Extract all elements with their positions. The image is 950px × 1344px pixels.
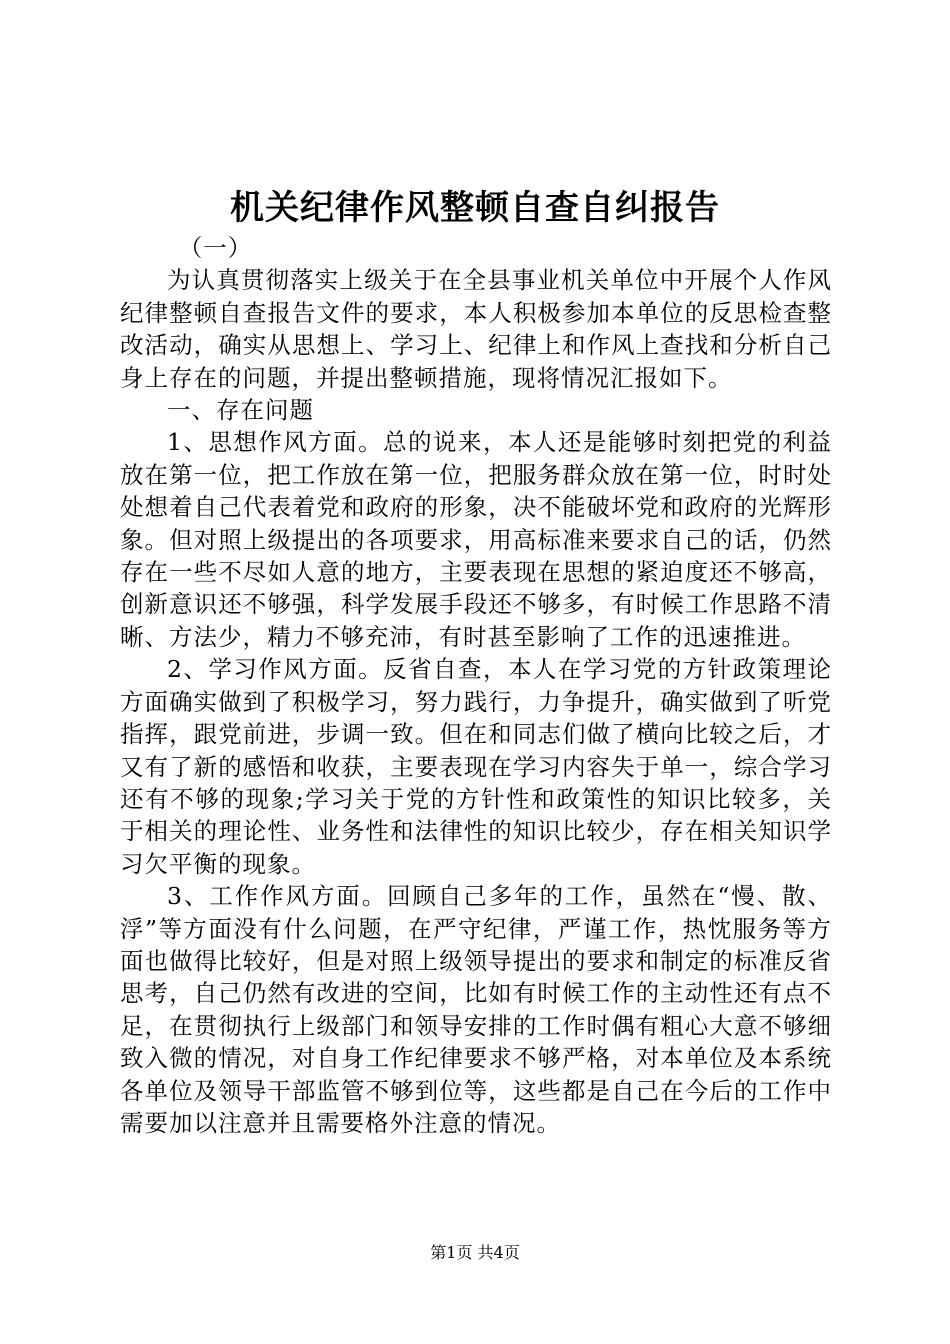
page-footer: 第1页 共4页: [430, 1243, 520, 1262]
paragraph-item-2: 2、学习作风方面。反省自查，本人在学习党的方针政策理论方面确实做到了积极学习，努力践行，力争提升，确实做到了听党指挥，跟党前进，步调一致。但在和同志们做了横向比较之后，才又有了新的感悟和收获，主要表现在学习内容失于单一，综合学习还有不够的现象;学习关于党的方针性和政策性的知识比较多，关于相关的理论性、业务性和法律性的知识比较少，存在相关知识学习欠平衡的现象。: [120, 655, 832, 878]
document-title: 机关纪律作风整顿自查自纠报告: [230, 188, 720, 228]
intro-paragraph: 为认真贯彻落实上级关于在全县事业机关单位中开展个人作风纪律整顿自查报告文件的要求，本人积极参加本单位的反思检查整改活动，确实从思想上、学习上、纪律上和作风上查找和分析自己身上存在的问题，并提出整顿措施，现将情况汇报如下。: [120, 266, 832, 392]
document-body: [120, 232, 832, 1139]
section-label: （一）: [178, 234, 253, 262]
paragraph-item-3: 3、工作作风方面。回顾自己多年的工作，虽然在“慢、散、浮”等方面没有什么问题，在严守纪律，严谨工作，热忱服务等方面也做得比较好，但是对照上级领导提出的要求和制定的标准反省思考，自己仍然有改进的空间，比如有时候工作的主动性还有点不足，在贯彻执行上级部门和领导安排的工作时偶有粗心大意不够细致入微的情况，对自身工作纪律要求不够严格，对本单位及本系统各单位及领导干部监管不够到位等，这些都是自己在今后的工作中需要加以注意并且需要格外注意的情况。: [120, 882, 832, 1137]
paragraph-item-1: 1、思想作风方面。总的说来，本人还是能够时刻把党的利益放在第一位，把工作放在第一位，把服务群众放在第一位，时时处处想着自己代表着党和政府的形象，决不能破坏党和政府的光辉形象。但对照上级提出的各项要求，用高标准来要求自己的话，仍然存在一些不尽如人意的地方，主要表现在思想的紧迫度还不够高，创新意识还不够强，科学发展手段还不够多，有时候工作思路不清晰、方法少，精力不够充沛，有时甚至影响了工作的迅速推进。: [120, 428, 832, 651]
section-heading: 一、存在问题: [167, 396, 314, 425]
